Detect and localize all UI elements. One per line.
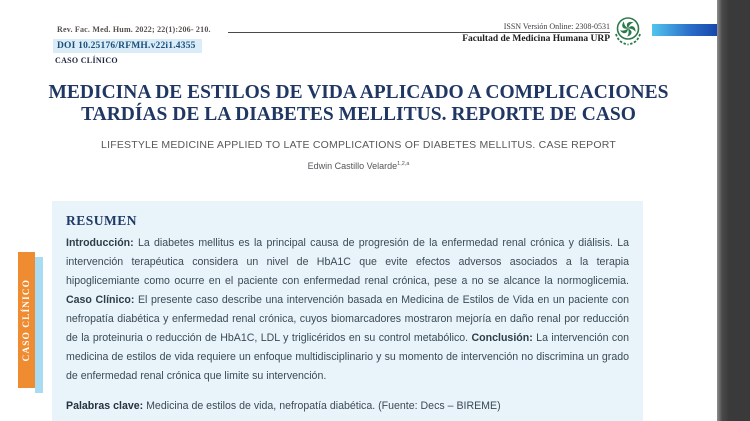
journal-reference: Rev. Fac. Med. Hum. 2022; 22(1):206- 210. (57, 25, 211, 34)
sidebar-tab-caso-clinico (18, 252, 35, 388)
sidebar-tab-shadow (35, 257, 43, 393)
faculty-label: Facultad de Medicina Humana URP (462, 34, 610, 44)
abstract-section-label: Introducción: (66, 237, 134, 249)
author-line (0, 161, 717, 171)
abstract-paragraph (66, 234, 629, 386)
sidebar-tab-label: CASO CLÍNICO (21, 278, 32, 362)
issn-faculty-block (228, 22, 610, 44)
article-subtitle-english: LIFESTYLE MEDICINE APPLIED TO LATE COMPLICATIONS OF DIABETES MELLITUS. CASE REPORT (101, 139, 616, 151)
keywords-text: Medicina de estilos de vida, nefropatía diabética. (Fuente: Decs – BIREME) (146, 400, 501, 412)
doi-link[interactable]: DOI 10.25176/RFMH.v22i1.4355 (53, 39, 202, 53)
keywords-line (66, 400, 629, 412)
urp-logo-icon (610, 14, 646, 48)
article-type-label: CASO CLÍNICO (55, 56, 118, 65)
article-title (0, 82, 717, 125)
abstract-section-text: La intervención con medicina de estilos de vida requiere un enfoque multidisciplinario y su momento de intervención no discrimina un grado de enfermedad renal crónica que limite su intervención. (66, 332, 629, 382)
abstract-section-label: Caso Clínico: (66, 294, 135, 306)
viewer-dark-edge (717, 0, 750, 421)
issn-label: ISSN Versión Online: 2308-0531 (228, 22, 610, 33)
article-title-line2: TARDÍAS DE LA DIABETES MELLITUS. REPORTE DE CASO (81, 103, 636, 125)
abstract-heading: RESUMEN (66, 213, 138, 228)
header-gradient-bar (652, 24, 717, 36)
author-name: Edwin Castillo Velarde (307, 161, 398, 171)
abstract-section-label: Conclusión: (471, 332, 533, 344)
author-affiliation-superscript: 1,2,a (397, 161, 410, 167)
abstract-section-text: El presente caso describe una intervención basada en Medicina de Estilos de Vida en un paciente con nefropatía diabética y enfermedad renal crónica, cuyos biomarcadores mostraron mejoría en daño renal por reducción de la proteinuria o reducción de HbA1C, LDL y triglicéridos en su control metabólico. (66, 294, 629, 344)
abstract-section-text: La diabetes mellitus es la principal causa de progresión de la enfermedad renal crónica y diálisis. La intervención terapéutica considera un nivel de HbA1C que evite efectos adversos asociados a la terapia hipoglicemiante como ocurre en el paciente con enfermedad renal crónica, pese a no se alcance la normoglicemia. (66, 237, 629, 287)
keywords-label: Palabras clave: (66, 400, 144, 412)
abstract-box (52, 201, 643, 421)
article-title-line1: MEDICINA DE ESTILOS DE VIDA APLICADO A COMPLICACIONES (48, 82, 669, 103)
